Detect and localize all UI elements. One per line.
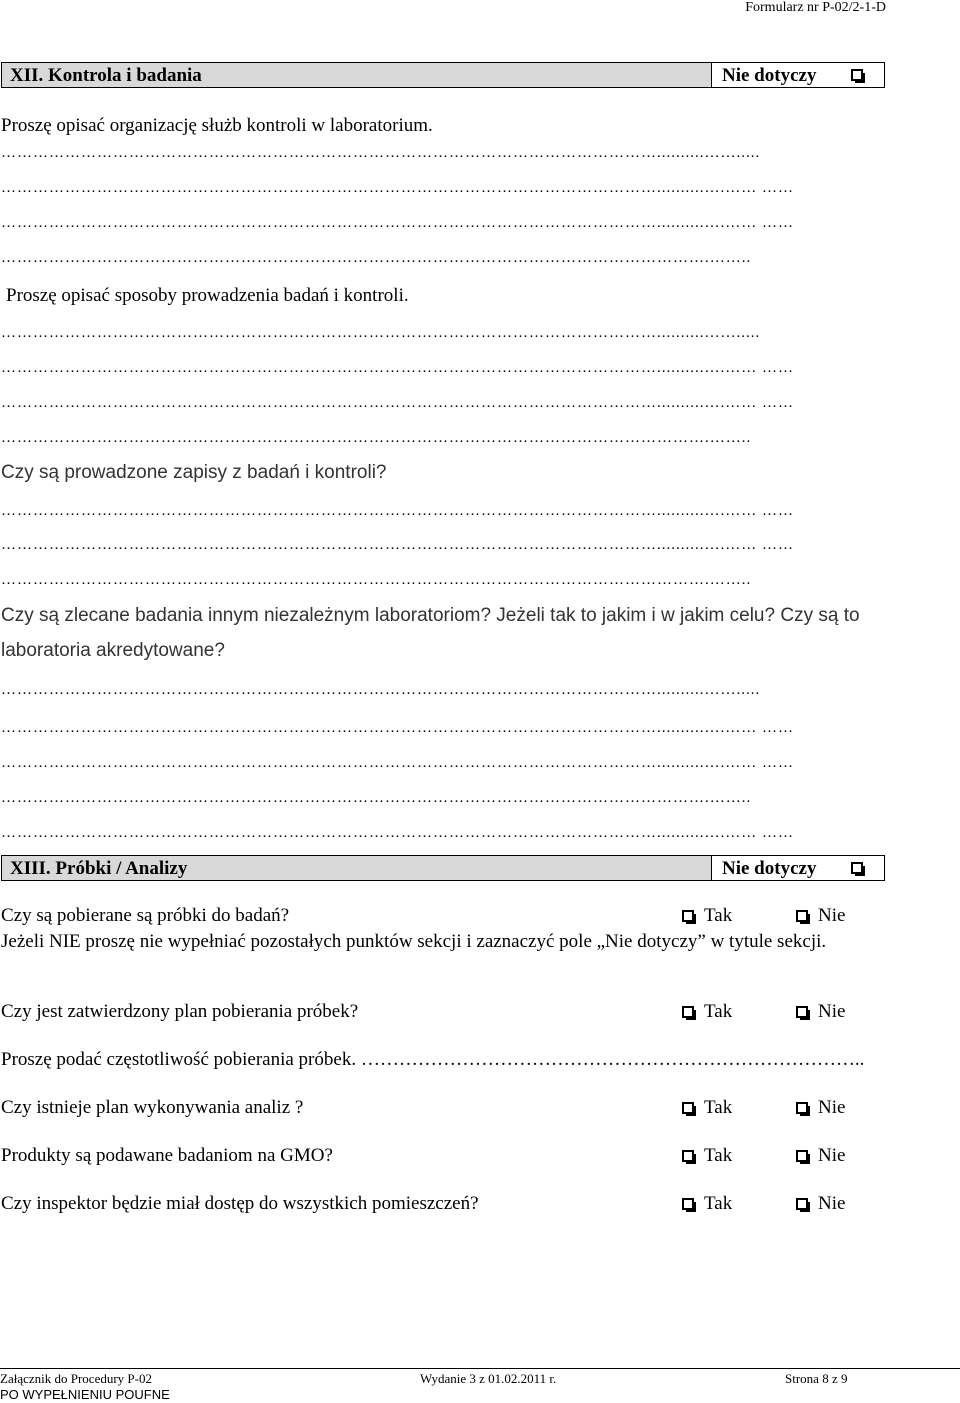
answer-line[interactable]: ……………………………………………………………………………………………………………..........….…… …… [1, 755, 794, 771]
question-text: Czy są zlecane badania innym niezależnym laboratoriom? Jeżeli tak to jakim i w jakim celu? Czy są to [1, 605, 860, 626]
checkbox-icon[interactable] [851, 69, 863, 81]
yes-option[interactable]: Tak [682, 1145, 732, 1167]
answer-line[interactable]: ……………………………………………………………………………………………………………..........……..... [1, 145, 761, 161]
question-text: laboratoria akredytowane? [1, 640, 225, 661]
checkbox-icon[interactable] [682, 1150, 694, 1162]
question-text: Czy są pobierane są próbki do badań? [1, 905, 290, 926]
answer-line[interactable]: ……………………………………………………………………………………………………………..........….…… …… [1, 180, 794, 196]
not-applicable-label: Nie dotyczy [722, 858, 817, 879]
answer-line[interactable]: ……………………………………………………………………………………………………………..........….…… …… [1, 503, 794, 519]
yes-option[interactable]: Tak [682, 1097, 732, 1119]
checkbox-icon[interactable] [682, 910, 694, 922]
checkbox-icon[interactable] [682, 1102, 694, 1114]
question-text: Czy jest zatwierdzony plan pobierania próbek? [1, 1001, 359, 1022]
answer-line[interactable]: ……………………………………………………………………………………………………………..........……..... [1, 325, 761, 341]
answer-line[interactable]: ……………………………………………………………………………………………………………..........….…… …… [1, 537, 794, 553]
question-text: Proszę opisać sposoby prowadzenia badań i kontroli. [6, 285, 409, 306]
instruction-note: Jeżeli NIE proszę nie wypełniać pozostałych punktów sekcji i zaznaczyć pole „Nie dotyczy” w tytule sekcji. [1, 931, 827, 952]
section-xii-title: XII. Kontrola i badania [10, 65, 202, 86]
answer-line[interactable]: ……………………………………………………………………………………………………………..........….…… …… [1, 360, 794, 376]
footer-edition: Wydanie 3 z 01.02.2011 r. [420, 1371, 557, 1386]
section-xiii-title: XIII. Próbki / Analizy [10, 858, 188, 879]
checkbox-icon[interactable] [851, 862, 863, 874]
footer-attachment: Załącznik do Procedury P-02 [0, 1371, 152, 1386]
checkbox-icon[interactable] [796, 1006, 808, 1018]
answer-line[interactable]: …………………………………………………………………………………………………………………….…….. [1, 790, 752, 806]
answer-line[interactable]: …………………………………………………………………………………………………………………….…….. [1, 572, 752, 588]
question-text: Proszę opisać organizację służb kontroli w laboratorium. [1, 115, 433, 136]
section-xiii-not-applicable[interactable] [711, 856, 884, 880]
answer-line[interactable]: …………………………………………………………………………………………………………………….…….. [1, 250, 752, 266]
no-option[interactable]: Nie [796, 1193, 845, 1215]
yes-option[interactable]: Tak [682, 905, 732, 927]
checkbox-icon[interactable] [796, 1198, 808, 1210]
no-option[interactable]: Nie [796, 905, 845, 927]
no-option[interactable]: Nie [796, 1097, 845, 1119]
checkbox-icon[interactable] [682, 1006, 694, 1018]
checkbox-icon[interactable] [796, 910, 808, 922]
yes-option[interactable]: Tak [682, 1001, 732, 1023]
question-text: Czy istnieje plan wykonywania analiz ? [1, 1097, 304, 1118]
section-xii-header [1, 62, 885, 88]
section-xiii-header [1, 855, 885, 881]
section-xii-not-applicable[interactable] [711, 63, 884, 87]
question-text: Czy inspektor będzie miał dostęp do wszystkich pomieszczeń? [1, 1193, 479, 1214]
answer-line[interactable]: ……………………………………………………………………………………………………………..........……..... [1, 682, 761, 698]
answer-line[interactable]: ……………………………………………………………………………………………………………..........….…… …… [1, 395, 794, 411]
not-applicable-label: Nie dotyczy [722, 65, 817, 86]
checkbox-icon[interactable] [796, 1102, 808, 1114]
question-text: Czy są prowadzone zapisy z badań i kontroli? [1, 462, 387, 483]
answer-line[interactable]: …………………………………………………………………………………………………………………….…….. [1, 430, 752, 446]
checkbox-icon[interactable] [796, 1150, 808, 1162]
checkbox-icon[interactable] [682, 1198, 694, 1210]
yes-option[interactable]: Tak [682, 1193, 732, 1215]
answer-line[interactable]: ……………………………………………………………………………………………………………..........….…… …… [1, 825, 794, 841]
answer-line[interactable]: ……………………………………………………………………………………………………………..........….…… …… [1, 720, 794, 736]
question-text: Proszę podać częstotliwość pobierania próbek. …………………………………………………………………….. [1, 1049, 865, 1070]
page-footer [0, 1368, 960, 1402]
form-number: Formularz nr P-02/2-1-D [745, 0, 886, 15]
no-option[interactable]: Nie [796, 1001, 845, 1023]
question-text: Produkty są podawane badaniom na GMO? [1, 1145, 333, 1166]
answer-line[interactable]: ……………………………………………………………………………………………………………..........….…… …… [1, 215, 794, 231]
no-option[interactable]: Nie [796, 1145, 845, 1167]
footer-confidential: PO WYPEŁNIENIU POUFNE [0, 1387, 170, 1402]
footer-page-number: Strona 8 z 9 [785, 1371, 848, 1386]
